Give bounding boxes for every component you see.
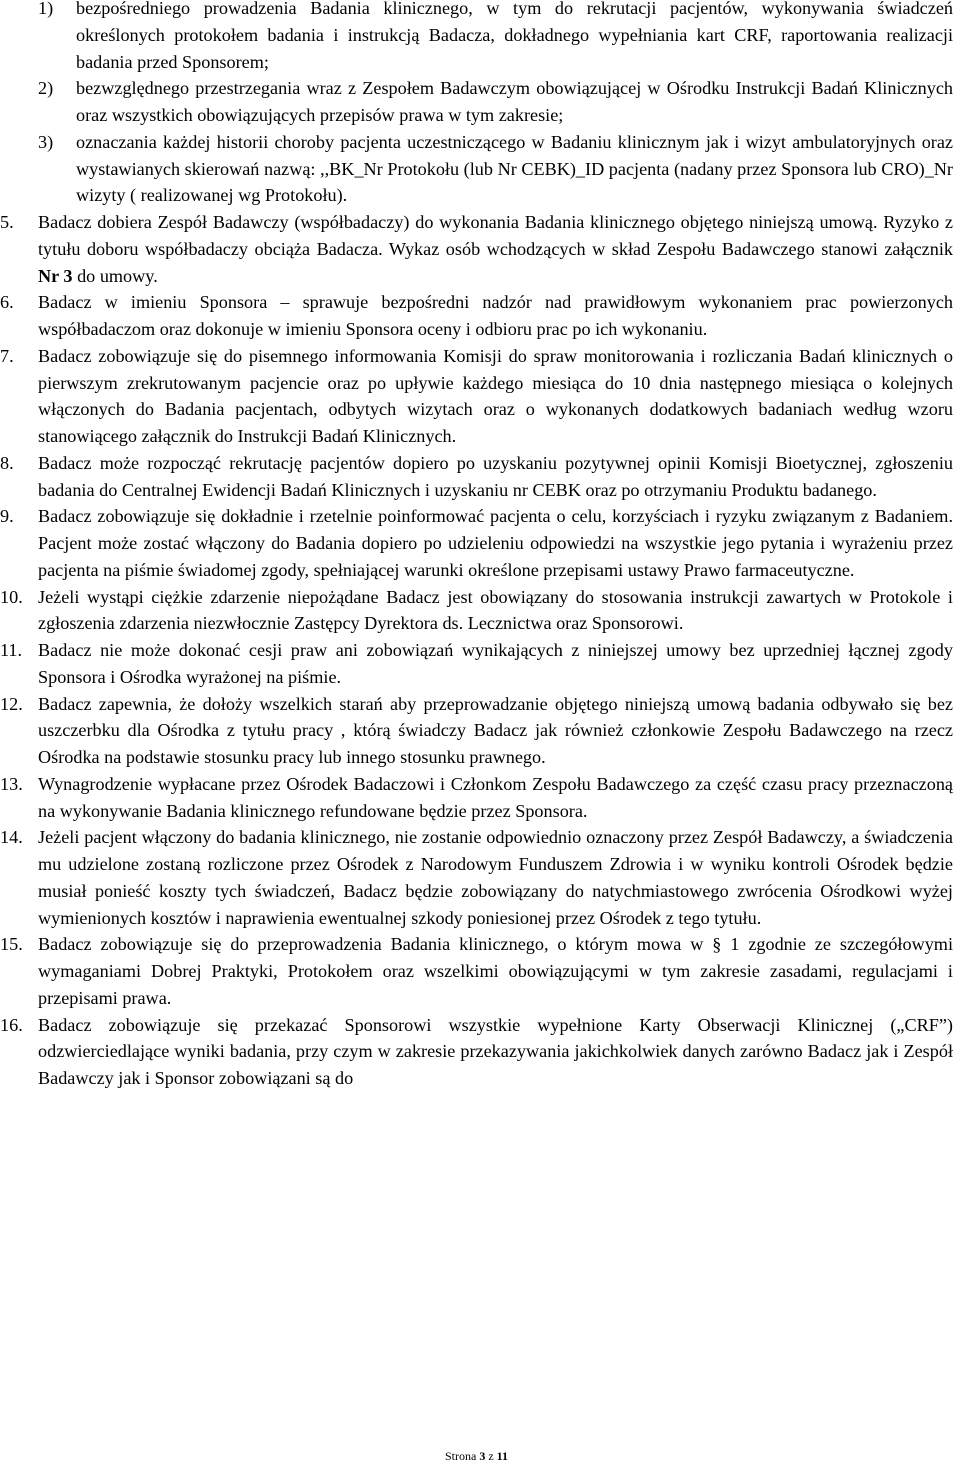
clause-text: Badacz może rozpocząć rekrutację pacjentów dopiero po uzyskaniu pozytywnej opinii Komisji Bioetycznej, zgłoszeniu badania do Centralnej Ewidencji Badań Klinicznych i uzyskaniu nr CEBK oraz po otrzymaniu Produktu badanego. [38,452,953,500]
page-label: Strona [444,1449,480,1463]
clause-number: 11. [0,640,23,660]
clause-7 [0,343,953,450]
clause-10 [0,584,953,638]
clause-8 [0,450,953,504]
clause-text: Jeżeli pacjent włączony do badania klinicznego, nie zostanie odpowiednio oznaczony przez Zespół Badawczy, a świadczenia mu udzielone zostaną rozliczone przez Ośrodek z Narodowym Funduszem Zdrowia i w wyniku kontroli Ośrodek będzie musiał ponieść koszty tych świadczeń, Badacz będzie zobowiązany do natychmiastowego zwrócenia Ośrodkowi wyżej wymienionych kosztów i naprawienia ewentualnej szkody poniesionej przez Ośrodek z tego tytułu. [38,827,953,928]
clause-number: 15. [0,934,23,955]
page-separator: z [485,1449,497,1463]
sub-item-1 [38,0,953,75]
clause-text: Badacz nie może dokonać cesji praw ani zobowiązań wynikających z niniejszej umowy bez uprzedniej łącznej zgody Sponsora i Ośrodka wyrażonej na piśmie. [38,640,953,687]
sub-item-text: bezpośredniego prowadzenia Badania klinicznego, w tym do rekrutacji pacjentów, wykonywania świadczeń określonych protokołem badania i instrukcją Badacza, dokładnego wypełniania kart CRF, raportowania realizacji badania przed Sponsorem; [76,0,953,72]
clause-text: Badacz zobowiązuje się dokładnie i rzetelnie poinformować pacjenta o celu, korzyściach i ryzyku związanym z Badaniem. Pacjent może zostać włączony do Badania dopiero po udzieleniu odpowiedzi na wszystkie jego pytania i wyrażeniu przez pacjenta na piśmie świadomej zgody, spełniającej warunki określone przepisami ustawy Prawo farmaceutyczne. [38,506,953,580]
clause-number: 10. [0,586,23,607]
sub-item-text: bezwzględnego przestrzegania wraz z Zespołem Badawczym obowiązującej w Ośrodku Instrukcji Badań Klinicznych oraz wszystkich obowiązujących przepisów prawa w tym zakresie; [76,78,953,125]
total-page-number: 11 [496,1449,508,1463]
current-page-number: 3 [479,1449,486,1463]
clause-number: 8. [0,452,14,473]
clause-6 [0,289,953,343]
clause-number: 6. [0,292,14,313]
clause-number: 16. [0,1014,23,1035]
sub-item-number: 1) [38,0,54,18]
sub-item-text: oznaczania każdej historii choroby pacjenta uczestniczącego w Badaniu klinicznym jak i wizyt ambulatoryjnych oraz wystawianych skierowań nazwą: ,,BK_Nr Protokołu (lub Nr CEBK)_ID pacjenta (nadany przez Sponsora lub CRO)_Nr wizyty ( realizowanej wg Protokołu). [76,131,953,206]
sub-item-number: 2) [38,78,54,99]
clause-text: Badacz zobowiązuje się do pisemnego informowania Komisji do spraw monitorowania i rozliczania Badań klinicznych o pierwszym zrekrutowanym pacjencie oraz po upływie każdego miesiąca do 10 dnia następnego miesiąca o kolejnych włączonych do Badania pacjentach, odbytych wizytach oraz o wykonanych dodatkowych badaniach według wzoru stanowiącego załącznik do Instrukcji Badań Klinicznych. [38,345,953,446]
clause-15 [0,931,953,1011]
sub-item-number: 3) [38,131,54,152]
clause-number: 9. [0,506,14,527]
sub-item-2 [38,75,953,129]
clause-text: Badacz dobiera Zespół Badawczy (współbadaczy) do wykonania Badania klinicznego objętego niniejszą umową. Ryzyko z tytułu doboru współbadaczy obciąża Badacza. Wykaz osób wchodzących w skład Zespołu Badawczego stanowi załącznik Nr 3 do umowy. [38,212,953,286]
sub-item-3 [38,129,953,209]
clause-16 [0,1012,953,1092]
clause-text: Badacz zobowiązuje się do przeprowadzenia Badania klinicznego, o którym mowa w § 1 zgodnie ze szczegółowymi wymaganiami Dobrej Praktyki, Protokołem oraz wszelkimi obowiązującymi w tym zakresie zasadami, regulacjami i przepisami prawa. [38,934,953,1008]
clause-number: 7. [0,345,14,366]
clause-11 [0,637,953,691]
clause-number: 12. [0,693,23,714]
clause-text: Jeżeli wystąpi ciężkie zdarzenie niepożądane Badacz jest obowiązany do stosowania instrukcji zawartych w Protokole i zgłoszenia zdarzenia niezwłocznie Zastępcy Dyrektora ds. Lecznictwa oraz Sponsorowi. [38,586,953,634]
clause-number: 14. [0,827,23,848]
clause-13 [0,771,953,825]
clause-text: Badacz zobowiązuje się przekazać Sponsorowi wszystkie wypełnione Karty Obserwacji Klinicznej („CRF”) odzwierciedlające wyniki badania, przy czym w zakresie przekazywania jakichkolwiek danych zarówno Badacz jak i Zespół Badawczy jak i Sponsor zobowiązani są do [38,1014,953,1088]
clause-12 [0,691,953,771]
page-footer [0,1449,953,1463]
clause-number: 5. [0,212,14,232]
clause-text: Wynagrodzenie wypłacane przez Ośrodek Badaczowi i Członkom Zespołu Badawczego za część czasu pracy przeznaczoną na wykonywanie Badania klinicznego refundowane będzie przez Sponsora. [38,773,953,821]
clause-text: Badacz zapewnia, że dołoży wszelkich starań aby przeprowadzanie objętego niniejszą umową badania odbywało się bez uszczerbku dla Ośrodka z tytułu pracy , którą świadczy Badacz jak również członkowie Zespołu Badawczego na rzecz Ośrodka na podstawie stosunku pracy lub innego stosunku prawnego. [38,693,953,767]
clause-text: Badacz w imieniu Sponsora – sprawuje bezpośredni nadzór nad prawidłowym wykonaniem prac powierzonych współbadaczom oraz dokonuje w imieniu Sponsora oceny i odbioru prac po ich wykonaniu. [38,292,953,339]
annex-number: Nr 3 [38,265,73,286]
clause-9 [0,503,953,583]
clause-number: 13. [0,773,23,794]
clause-14 [0,824,953,931]
clause-5 [0,209,953,289]
